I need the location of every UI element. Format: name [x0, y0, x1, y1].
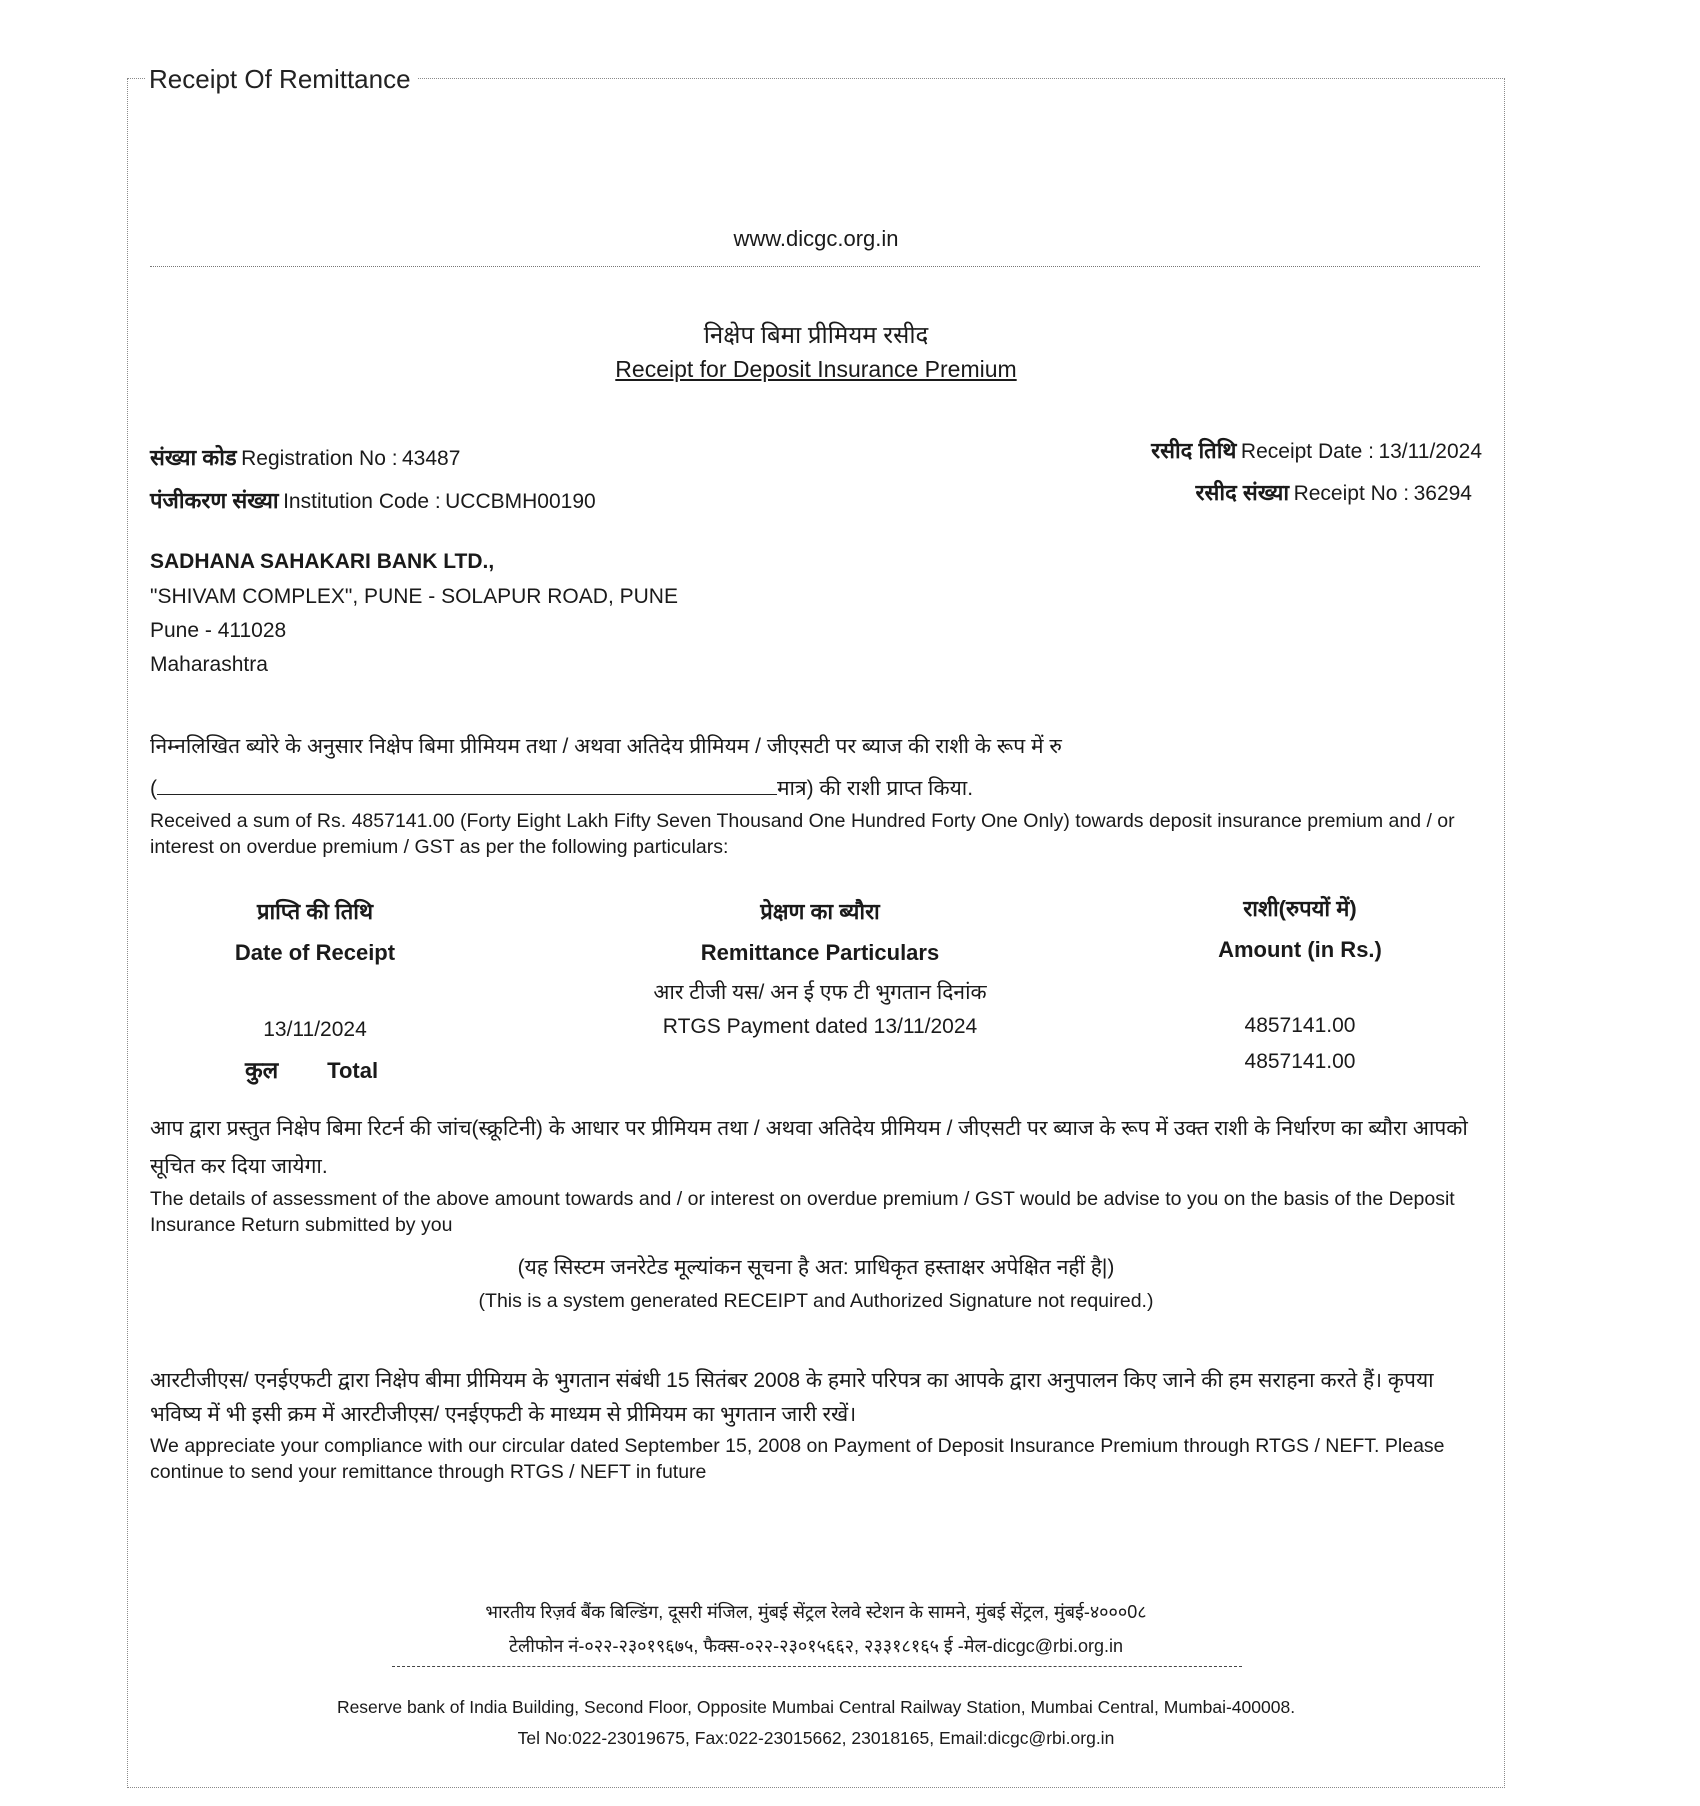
col-particulars-hindi: प्रेक्षण का ब्यौरा — [760, 899, 880, 924]
footer-contact-english: Tel No:022-23019675, Fax:022-23015662, 23018165, Email:dicgc@rbi.org.in — [517, 1728, 1115, 1748]
institution-line — [150, 485, 596, 515]
institution-label-hindi: पंजीकरण संख्या — [150, 488, 279, 513]
bank-address-line1: "SHIVAM COMPLEX", PUNE - SOLAPUR ROAD, PUNE — [150, 585, 678, 608]
col-amount-hindi: राशी(रुपयों में) — [1243, 896, 1357, 921]
footer-address-english: Reserve bank of India Building, Second Floor, Opposite Mumbai Central Railway Station, Mumbai Central, Mumbai-400008. — [336, 1697, 1296, 1717]
registration-value: 43487 — [402, 447, 461, 470]
receipt-no-label-hindi: रसीद संख्या — [1195, 480, 1290, 505]
col-particulars-header: Remittance Particulars — [700, 940, 940, 965]
amount-in-words-blank — [157, 776, 777, 795]
bank-name: SADHANA SAHAKARI BANK LTD., — [150, 550, 495, 573]
frame-title: Receipt Of Remittance — [145, 64, 417, 95]
appreciation-english: We appreciate your compliance with our circular dated September 15, 2008 on Payment of Deposit Insurance Premium through RTGS / NEFT. Please continue to send your remittance through RTGS / NEFT in future — [150, 1435, 1445, 1483]
institution-label: Institution Code : — [283, 490, 441, 513]
total-label-english: Total — [327, 1058, 379, 1083]
receipt-no-value: 36294 — [1413, 482, 1472, 505]
registration-label: Registration No : — [241, 447, 398, 470]
system-note-hindi: (यह सिस्टम जनरेटेड मूल्यांकन सूचना है अत: प्राधिकृत हस्ताक्षर अपेक्षित नहीं है|) — [517, 1256, 1115, 1279]
institution-value: UCCBMH00190 — [445, 490, 596, 513]
system-note-english: (This is a system generated RECEIPT and Authorized Signature not required.) — [478, 1290, 1154, 1312]
registration-label-hindi: संख्या कोड — [150, 445, 237, 470]
total-label-hindi: कुल — [245, 1057, 279, 1083]
received-hindi-line2 — [150, 774, 973, 802]
received-hindi-open: ( — [150, 777, 157, 800]
footer-divider — [392, 1666, 1242, 1667]
receipt-date-label-hindi: रसीद तिथि — [1151, 438, 1237, 463]
received-hindi-line1: निम्नलिखित ब्योरे के अनुसार निक्षेप बिमा प्रीमियम तथा / अथवा अतिदेय प्रीमियम / जीएसटी पर ब्याज की राशी के रूप में रु — [150, 735, 1062, 758]
row-date: 13/11/2024 — [263, 1018, 367, 1041]
registration-line — [150, 442, 460, 472]
receipt-date-line — [1151, 435, 1482, 465]
total-label — [245, 1053, 378, 1085]
footer-contact-hindi: टेलीफोन नं-०२२-२३०१९६७५, फैक्स-०२२-२३०१५६६२, २३३१८१६५ ई -मेल-dicgc@rbi.org.in — [508, 1636, 1124, 1656]
row-particulars-hindi: आर टीजी यस/ अन ई एफ टी भुगतान दिनांक — [653, 981, 987, 1004]
col-date-header: Date of Receipt — [234, 940, 396, 965]
row-amount: 4857141.00 — [1244, 1014, 1356, 1037]
bank-address-line3: Maharashtra — [150, 653, 268, 676]
total-amount: 4857141.00 — [1244, 1050, 1356, 1073]
appreciation-hindi: आरटीजीएस/ एनईएफटी द्वारा निक्षेप बीमा प्रीमियम के भुगतान संबंधी 15 सितंबर 2008 के हमारे परिपत्र का आपके द्वारा अनुपालन किए जाने की हम सराहना करते हैं। कृपया भविष्य में भी इसी क्रम में आरटीजीएस/ एनईएफटी के माध्यम से प्रीमियम का भुगतान जारी रखें। — [150, 1369, 1434, 1426]
footer-address-hindi: भारतीय रिज़र्व बैंक बिल्डिंग, दूसरी मंजिल, मुंबई सेंट्रल रेलवे स्टेशन के सामने, मुंबई सेंट्रल, मुंबई-४०००0८ — [485, 1602, 1147, 1622]
bank-address-line2: Pune - 411028 — [150, 619, 287, 642]
assessment-english: The details of assessment of the above amount towards and / or interest on overdue premium / GST would be advise to you on the basis of the Deposit Insurance Return submitted by you — [150, 1188, 1455, 1236]
receipt-date-value: 13/11/2024 — [1378, 440, 1482, 463]
received-hindi-end: मात्र) की राशी प्राप्त किया. — [777, 777, 974, 800]
col-date-hindi: प्राप्ति की तिथि — [256, 899, 374, 924]
receipt-date-label: Receipt Date : — [1240, 440, 1374, 463]
header-divider — [150, 266, 1480, 267]
receipt-no-label: Receipt No : — [1293, 482, 1410, 505]
title-english: Receipt for Deposit Insurance Premium — [615, 356, 1017, 382]
col-amount-header: Amount (in Rs.) — [1218, 937, 1382, 962]
received-english: Received a sum of Rs. 4857141.00 (Forty Eight Lakh Fifty Seven Thousand One Hundred Forty One Only) towards deposit insurance premium and / or interest on overdue premium / GST as per the following particulars: — [150, 810, 1455, 858]
assessment-hindi: आप द्वारा प्रस्तुत निक्षेप बिमा रिटर्न की जांच(स्क्रूटिनी) के आधार पर प्रीमियम तथा / अथवा अतिदेय प्रीमियम / जीएसटी पर ब्याज के रूप में उक्त राशी के निर्धारण का ब्यौरा आपको सूचित कर दिया जायेगा. — [150, 1117, 1468, 1178]
website-url[interactable]: www.dicgc.org.in — [733, 226, 899, 251]
row-particulars: RTGS Payment dated 13/11/2024 — [662, 1015, 978, 1038]
receipt-no-line — [1196, 477, 1472, 507]
title-hindi: निक्षेप बिमा प्रीमियम रसीद — [703, 322, 929, 349]
